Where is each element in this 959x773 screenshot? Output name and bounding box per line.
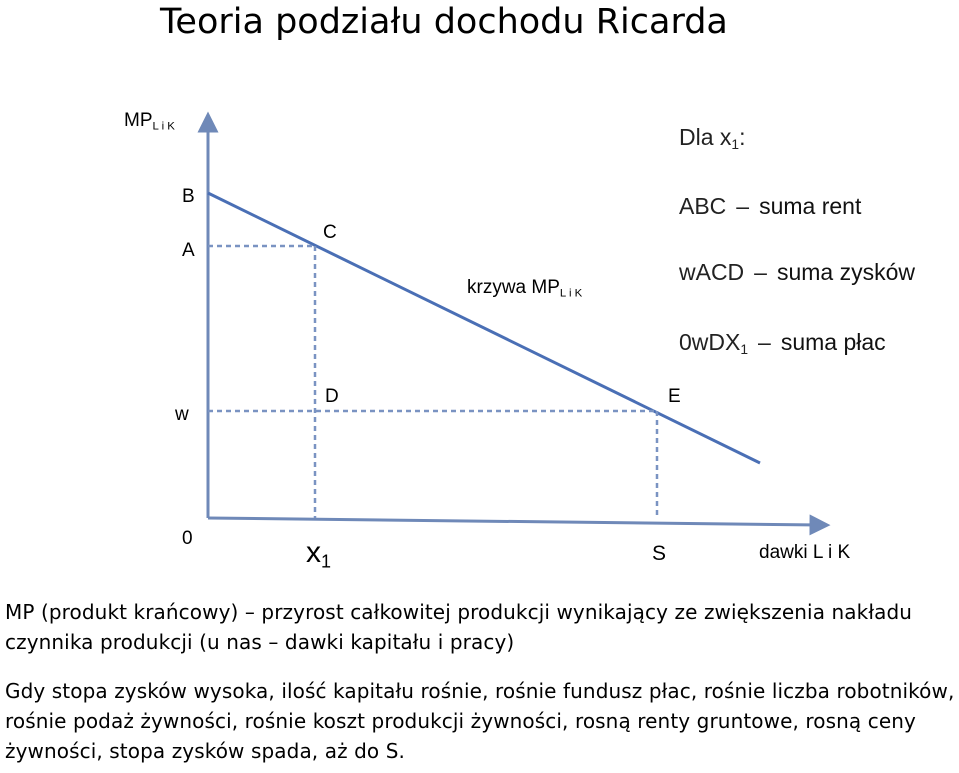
point-d-label: D [325,386,339,407]
x-axis-label: dawki L i K [759,542,851,563]
point-c-label: C [323,222,337,243]
point-w-label: w [175,404,189,425]
origin-label: 0 [182,528,193,549]
legend-heading: Dla $x_1$: [679,124,746,153]
point-x1-label: $x_1$ [306,536,332,572]
mp-curve [208,193,760,463]
point-e-label: E [668,386,681,407]
page-title: Teoria podziału dochodu Ricarda [160,2,728,42]
point-b-label: B [182,186,195,207]
legend-item-profit: wACD – suma zysków [679,259,916,285]
explanation-paragraph: Gdy stopa zysków wysoka, ilość kapitału rośnie, rośnie fundusz płac, rośnie liczba robotników, rośnie podaż żywności, rośnie koszt produkcji żywności, rosną renty gruntowe, rosną ceny żywności, stopa zysków spada, aż do S. [5,679,955,763]
legend-item-rent: ABC – suma rent [679,193,862,219]
legend-item-wages: 0wDX$_1$ – suma płac [679,329,886,358]
curve-label: krzywa $MP_{L i K}$ [467,277,583,300]
point-s-label: S [652,542,667,565]
point-a-label: A [182,240,195,261]
x-axis [208,518,820,525]
y-axis-label: $MP_{L i K}$ [124,110,175,133]
definition-paragraph: MP (produkt krańcowy) – przyrost całkowitej produkcji wynikający ze zwiększenia nakładu czynnika produkcji (u nas – dawki kapitału i pracy) [5,600,913,654]
